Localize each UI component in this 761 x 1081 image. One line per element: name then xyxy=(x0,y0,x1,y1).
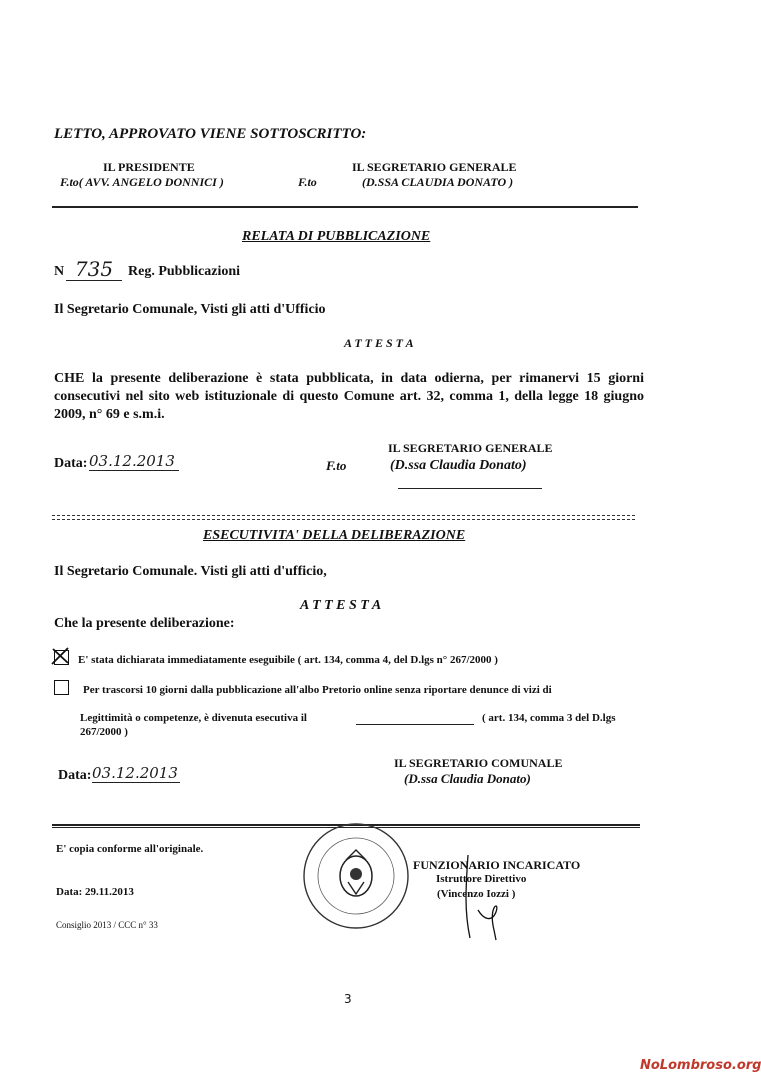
relata-date-label: Data: xyxy=(54,456,88,471)
check-mark-icon xyxy=(49,645,71,667)
esec-sign-title: IL SEGRETARIO COMUNALE xyxy=(394,756,563,770)
relata-body: CHE la presente deliberazione è stata pubblicata, in data odierna, per rimanervi 15 giorni consecutivi nel sito web istituzionale di questo Comune art. 32, comma 1, della legge 18 giugno 2009, n° 69 e s.m.i. xyxy=(54,371,644,422)
relata-sign-title: IL SEGRETARIO GENERALE xyxy=(388,441,553,455)
dashed-divider xyxy=(52,519,635,520)
esec-date-label: Data: xyxy=(58,768,92,783)
reg-number-prefix: N xyxy=(54,264,65,279)
copy-note: E' copia conforme all'originale. xyxy=(56,843,204,855)
relata-intro: Il Segretario Comunale, Visti gli atti d'Ufficio xyxy=(54,302,326,317)
esecutivita-subject: Che la presente deliberazione: xyxy=(54,616,235,631)
relata-attesta: A T T E S T A xyxy=(344,336,414,350)
watermark-logo: NoLombroso.org xyxy=(640,1058,761,1073)
footer-date: Data: 29.11.2013 xyxy=(56,886,134,898)
approval-heading: LETTO, APPROVATO VIENE SOTTOSCRITTO: xyxy=(54,126,367,142)
official-title: FUNZIONARIO INCARICATO xyxy=(413,858,581,872)
official-role: Istruttore Direttivo xyxy=(436,873,527,885)
fto-label: F.to xyxy=(298,175,317,189)
legit-line-a: Legittimità o competenze, è divenuta esecutiva il xyxy=(80,712,307,724)
reference-line: Consiglio 2013 / CCC n° 33 xyxy=(56,920,158,930)
legit-line-b: ( art. 134, comma 3 del D.lgs xyxy=(482,712,616,724)
blank-date-line xyxy=(356,724,474,725)
esecutivita-title: ESECUTIVITA' DELLA DELIBERAZIONE xyxy=(203,528,466,543)
president-name: F.to( AVV. ANGELO DONNICI ) xyxy=(60,175,224,189)
esecutivita-intro: Il Segretario Comunale. Visti gli atti d'ufficio, xyxy=(54,564,327,579)
signature-scribble-icon xyxy=(448,850,518,945)
dieci-giorni-checkbox[interactable] xyxy=(54,680,69,695)
relata-sign-name: (D.ssa Claudia Donato) xyxy=(390,458,527,473)
president-title: IL PRESIDENTE xyxy=(103,160,195,174)
option-ten-days-label: Per trascorsi 10 giorni dalla pubblicazione all'albo Pretorio online senza riportare denunce di vizi di xyxy=(83,684,552,696)
esec-sign-name: (D.ssa Claudia Donato) xyxy=(404,771,531,786)
relata-date-value: 03.12.2013 xyxy=(89,452,179,471)
esecutivita-attesta: A T T E S T A xyxy=(300,598,382,613)
option-immediate-label: E' stata dichiarata immediatamente eseguibile ( art. 134, comma 4, del D.lgs n° 267/2000 ) xyxy=(78,654,498,666)
section-divider xyxy=(52,206,638,208)
legit-line-2: 267/2000 ) xyxy=(80,726,128,738)
page-number: 3 xyxy=(344,992,352,1006)
comune-seal-icon xyxy=(300,820,412,932)
official-name: (Vincenzo Iozzi ) xyxy=(437,888,516,900)
dashed-divider xyxy=(52,515,635,516)
reg-number-value: 735 xyxy=(66,258,122,281)
relata-fto-label: F.to xyxy=(326,458,347,473)
signature-line xyxy=(398,488,542,489)
relata-title: RELATA DI PUBBLICAZIONE xyxy=(242,229,431,244)
secretary-name: (D.SSA CLAUDIA DONATO ) xyxy=(362,175,514,189)
immediate-eseguibile-checkbox[interactable] xyxy=(54,650,69,665)
esec-date-value: 03.12.2013 xyxy=(92,764,180,783)
secretary-title: IL SEGRETARIO GENERALE xyxy=(352,160,517,174)
reg-number-suffix: Reg. Pubblicazioni xyxy=(128,264,241,279)
